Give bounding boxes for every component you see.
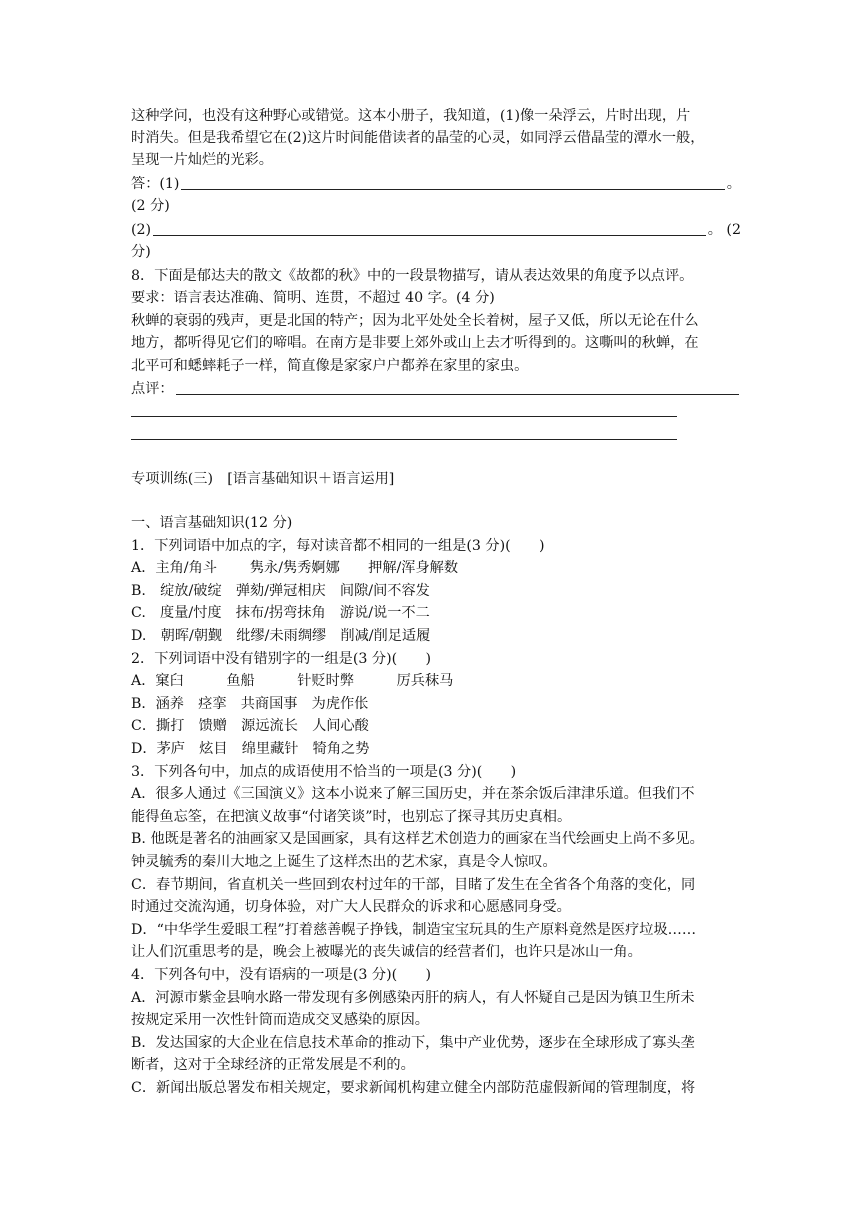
option-b: B．发达国家的大企业在信息技术革命的推动下，集中产业优势，逐步在全球形成了寡头垄 xyxy=(131,1035,695,1051)
answer-blank-2[interactable] xyxy=(153,234,706,236)
option-c-cont: 时通过交流沟通，切身体验，对广大人民群众的诉求和心愿感同身受。 xyxy=(131,899,571,915)
answer-line-2 xyxy=(131,219,741,241)
option-b-cont: 断者，这对于全球经济的正常发展是不利的。 xyxy=(131,1057,415,1073)
passage-line: 这种学问，也没有这种野心或错觉。这本小册子，我知道，(1)像一朵浮云，片时出现，片 xyxy=(131,108,691,124)
passage-line: 时消失。但是我希望它在(2)这片时间能借读者的晶莹的心灵，如同浮云借晶莹的潭水一般， xyxy=(131,130,705,146)
option-d: D．“中华学生爱眼工程”打着慈善幌子挣钱，制造宝宝玩具的生产原料竟然是医疗垃圾…… xyxy=(131,922,697,938)
question-stem: 4．下列各句中，没有语病的一项是(3 分)( ) xyxy=(131,967,432,983)
option-c: C. 度量/忖度 抹布/拐弯抹角 游说/说一不二 xyxy=(131,605,430,621)
question-stem: 2．下列词语中没有错别字的一组是(3 分)( ) xyxy=(131,651,432,667)
option-b-cont: 钟灵毓秀的秦川大地之上诞生了这样杰出的艺术家，真是令人惊叹。 xyxy=(131,854,557,870)
question-stem: 1．下列词语中加点的字，每对读音都不相同的一组是(3 分)( ) xyxy=(131,538,545,554)
option-c: C．新闻出版总署发布相关规定，要求新闻机构建立健全内部防范虚假新闻的管理制度，将 xyxy=(131,1080,696,1096)
option-a-cont: 按规定采用一次性针筒而造成交叉感染的原因。 xyxy=(131,1012,429,1028)
answer-label: 答：(1) xyxy=(131,176,180,192)
option-d: D．茅庐 炫目 绵里藏针 犄角之势 xyxy=(131,741,370,757)
option-a: A．主角/角斗 隽永/隽秀婀娜 押解/浑身解数 xyxy=(131,560,459,576)
option-a: A．河源市紫金县响水路一带发现有多例感染丙肝的病人，有人怀疑自己是因为镇卫生所未 xyxy=(131,990,695,1006)
score-text: (2 分) xyxy=(131,198,170,214)
option-a: A．窠臼 鱼船 针贬时弊 厉兵秣马 xyxy=(131,673,454,689)
comment-blank[interactable] xyxy=(176,393,739,395)
answer-line-1 xyxy=(131,173,741,195)
quoted-passage-line: 秋蝉的衰弱的残声，更是北国的特产；因为北平处处全长着树，屋子又低，所以无论在什么 xyxy=(131,313,699,329)
option-c: C．撕打 馈赠 源远流长 人间心酸 xyxy=(131,718,369,734)
question-stem: 3．下列各句中，加点的成语使用不恰当的一项是(3 分)( ) xyxy=(131,764,517,780)
passage-line: 呈现一片灿烂的光彩。 xyxy=(131,152,273,168)
score-text: 分) xyxy=(131,244,151,260)
option-b: B．涵养 痉挛 共商国事 为虎作伥 xyxy=(131,696,369,712)
option-a: A．很多人通过《三国演义》这本小说来了解三国历史，并在茶余饭后津津乐道。但我们不 xyxy=(131,786,695,802)
option-d-cont: 让人们沉重思考的是，晚会上被曝光的丧失诚信的经营者们，也许只是冰山一角。 xyxy=(131,944,642,960)
section-title: 专项训练(三) [语言基础知识＋语言运用] xyxy=(131,471,395,487)
part-heading: 一、语言基础知识(12 分) xyxy=(131,515,293,531)
answer-end: 。 xyxy=(726,176,741,192)
quoted-passage-line: 北平可和蟋蟀耗子一样，简直像是家家户户都养在家里的家虫。 xyxy=(131,358,529,374)
option-d: D. 朝晖/朝觐 纰缪/未雨绸缪 削减/削足适履 xyxy=(131,628,431,644)
answer-label: (2) xyxy=(131,222,152,238)
answer-end: 。 (2 xyxy=(707,222,741,238)
option-b: B. 绽放/破绽 弹劾/弹冠相庆 间隙/间不容发 xyxy=(131,583,430,599)
option-c: C．春节期间，省直机关一些回到农村过年的干部，目睹了发生在全省各个角落的变化，同 xyxy=(131,877,696,893)
comment-blank-line[interactable] xyxy=(131,439,677,440)
answer-blank-1[interactable] xyxy=(181,188,724,190)
option-b: B. 他既是著名的油画家又是国画家，具有这样艺术创造力的画家在当代绘画史上尚不多见。 xyxy=(131,831,704,847)
option-a-cont: 能得鱼忘筌，在把演义故事“付诸笑谈”时，也别忘了探寻其历史真相。 xyxy=(131,809,572,825)
question-stem: 8．下面是郁达夫的散文《故都的秋》中的一段景物描写，请从表达效果的角度予以点评。 xyxy=(131,268,694,284)
comment-line xyxy=(131,378,741,400)
question-requirement: 要求：语言表达准确、简明、连贯，不超过 40 字。(4 分) xyxy=(131,290,495,306)
comment-label: 点评： xyxy=(131,381,174,397)
comment-blank-line[interactable] xyxy=(131,416,677,417)
quoted-passage-line: 地方，都听得见它们的啼唱。在南方是非要上郊外或山上去才听得到的。这嘶叫的秋蝉，在 xyxy=(131,335,699,351)
